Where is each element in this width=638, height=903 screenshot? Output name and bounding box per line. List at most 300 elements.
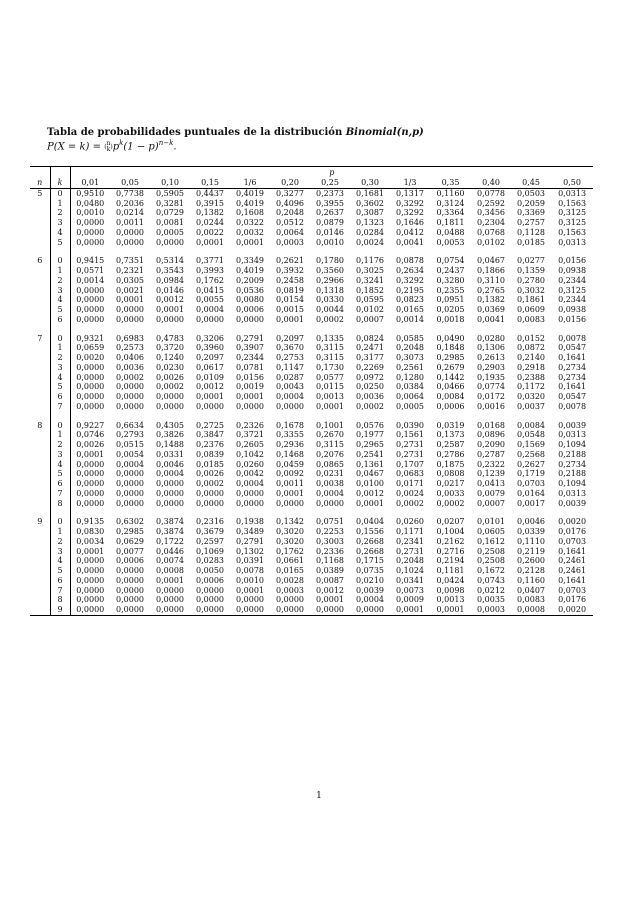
prob-cell: 0,0109 <box>196 372 224 382</box>
prob-cell: 0,2936 <box>276 440 304 449</box>
prob-cell: 0,0000 <box>276 401 304 411</box>
prob-cell: 0,0322 <box>236 218 264 227</box>
n-cell <box>30 469 50 479</box>
n-cell <box>30 276 50 286</box>
k-cell: 6 <box>50 576 70 586</box>
prob-cell: 0,0156 <box>558 314 587 324</box>
prob-cell: 0,0001 <box>316 401 344 411</box>
formula-exp-k: k <box>119 139 124 148</box>
prob-cell: 0,1335 <box>316 333 344 343</box>
k-cell: 1 <box>50 527 70 537</box>
prob-cell: 0,3115 <box>316 440 344 449</box>
prob-cell: 0,0000 <box>76 314 105 324</box>
prob-cell: 0,0305 <box>116 275 144 285</box>
group-spacer <box>30 412 593 421</box>
prob-cell: 0,1001 <box>316 420 344 430</box>
prob-cell: 0,3025 <box>356 266 384 275</box>
prob-cell: 0,3124 <box>436 198 465 208</box>
prob-cell: 0,1280 <box>396 372 424 382</box>
prob-cell: 0,2253 <box>316 527 344 536</box>
prob-cell: 0,2985 <box>436 353 465 362</box>
table-row <box>30 402 593 412</box>
prob-cell: 0,3932 <box>276 266 304 275</box>
prob-cell: 0,0006 <box>116 556 144 566</box>
prob-cell: 0,0006 <box>196 575 224 585</box>
prob-cell: 0,0000 <box>76 585 105 595</box>
p-header-cell: 0,01 <box>70 178 110 188</box>
prob-cell: 0,0002 <box>436 498 465 508</box>
prob-cell: 0,0003 <box>276 585 304 595</box>
table-row <box>30 547 593 557</box>
prob-cell: 0,0490 <box>436 333 465 343</box>
prob-cell: 0,2048 <box>396 556 424 566</box>
prob-cell: 0,0391 <box>236 556 264 566</box>
prob-cell: 0,0007 <box>356 314 384 324</box>
prob-cell: 0,3369 <box>517 208 545 218</box>
prob-cell: 0,0000 <box>116 237 144 247</box>
prob-cell: 0,0703 <box>558 585 587 595</box>
prob-cell: 0,3206 <box>196 333 224 343</box>
prob-cell: 0,0250 <box>356 382 384 392</box>
prob-cell: 0,3277 <box>276 188 304 198</box>
prob-cell: 0,1468 <box>276 449 304 459</box>
prob-cell: 0,0205 <box>436 305 465 314</box>
prob-cell: 0,0000 <box>316 498 344 508</box>
prob-cell: 0,0001 <box>430 605 471 615</box>
prob-cell: 0,3281 <box>156 198 184 208</box>
prob-cell: 0,0102 <box>477 237 505 247</box>
prob-cell: 0,2162 <box>436 536 465 546</box>
table-row <box>30 208 593 218</box>
binomial-table <box>30 166 593 616</box>
prob-cell: 0,1938 <box>236 517 264 527</box>
prob-cell: 0,0230 <box>156 362 184 372</box>
prob-cell: 0,0212 <box>477 585 505 595</box>
prob-cell: 0,4019 <box>236 266 264 275</box>
prob-cell: 0,1612 <box>477 536 505 546</box>
prob-cell: 0,0277 <box>517 256 545 266</box>
prob-cell: 0,0004 <box>316 488 344 498</box>
prob-cell: 0,0034 <box>76 536 105 546</box>
table-row <box>30 188 593 198</box>
prob-cell: 0,0313 <box>558 430 587 440</box>
p-header-cell: 0,35 <box>430 178 471 188</box>
prob-cell: 0,0515 <box>116 440 144 449</box>
prob-cell: 0,2985 <box>116 527 144 536</box>
prob-cell: 0,3280 <box>436 275 465 285</box>
prob-cell: 0,0000 <box>110 605 150 615</box>
prob-cell: 0,0231 <box>316 469 344 479</box>
k-cell: 5 <box>50 305 70 315</box>
prob-cell: 0,0605 <box>477 527 505 536</box>
prob-cell: 0,0754 <box>436 256 465 266</box>
prob-cell: 0,1171 <box>396 527 424 536</box>
page-number: 1 <box>316 791 322 801</box>
prob-cell: 0,0000 <box>150 605 190 615</box>
prob-cell: 0,0020 <box>76 353 105 362</box>
binom-top: n <box>106 140 111 147</box>
prob-cell: 0,2568 <box>517 449 545 459</box>
prob-cell: 0,1861 <box>517 295 545 305</box>
prob-cell: 0,0003 <box>276 237 304 247</box>
prob-cell: 0,0000 <box>196 498 224 508</box>
prob-cell: 0,0729 <box>156 208 184 218</box>
prob-cell: 0,2791 <box>236 333 264 343</box>
prob-cell: 0,2304 <box>477 218 505 227</box>
prob-cell: 0,1488 <box>156 440 184 449</box>
prob-cell: 0,0039 <box>356 585 384 595</box>
prob-cell: 0,0165 <box>276 566 304 575</box>
formula-exp-nk: n−k <box>158 139 174 148</box>
prob-cell: 0,2613 <box>477 353 505 362</box>
prob-cell: 0,2336 <box>316 546 344 556</box>
k-cell: 2 <box>50 537 70 547</box>
table-row <box>30 556 593 566</box>
prob-cell: 0,0000 <box>156 595 184 605</box>
prob-cell: 0,1094 <box>558 479 587 488</box>
n-cell: 9 <box>30 517 50 527</box>
k-cell: 1 <box>50 343 70 353</box>
prob-cell: 0,0000 <box>236 314 264 324</box>
prob-cell: 0,0217 <box>436 479 465 488</box>
k-cell: 4 <box>50 228 70 238</box>
prob-cell: 0,1811 <box>436 218 465 227</box>
prob-cell: 0,0000 <box>310 605 350 615</box>
prob-cell: 0,0037 <box>517 401 545 411</box>
prob-cell: 0,3679 <box>196 527 224 536</box>
prob-cell: 0,0467 <box>356 469 384 479</box>
k-cell: 0 <box>50 517 70 527</box>
prob-cell: 0,2508 <box>477 556 505 566</box>
prob-cell: 0,0808 <box>436 469 465 479</box>
prob-cell: 0,0000 <box>270 605 310 615</box>
prob-cell: 0,1024 <box>396 566 424 575</box>
prob-cell: 0,1563 <box>558 198 587 208</box>
k-cell: 7 <box>50 489 70 499</box>
prob-cell: 0,0020 <box>558 517 587 527</box>
p-header-cell: 0,45 <box>511 178 551 188</box>
prob-cell: 0,1762 <box>196 275 224 285</box>
prob-cell: 0,3125 <box>558 285 587 295</box>
prob-cell: 0,0743 <box>477 575 505 585</box>
prob-cell: 0,0038 <box>316 479 344 488</box>
prob-cell: 0,1556 <box>356 527 384 536</box>
prob-cell: 0,2679 <box>436 362 465 372</box>
prob-cell: 0,0404 <box>356 517 384 527</box>
prob-cell: 0,0165 <box>396 305 424 314</box>
prob-cell: 0,0081 <box>156 218 184 227</box>
prob-cell: 0,1160 <box>517 575 545 585</box>
prob-cell: 0,0000 <box>236 488 264 498</box>
prob-cell: 0,0002 <box>196 479 224 488</box>
prob-cell: 0,0083 <box>517 314 545 324</box>
prob-cell: 0,3020 <box>276 536 304 546</box>
prob-cell: 0,0000 <box>116 314 144 324</box>
k-cell: 5 <box>50 382 70 392</box>
prob-cell: 0,0000 <box>156 401 184 411</box>
prob-cell: 0,0000 <box>236 595 264 605</box>
prob-cell: 0,1780 <box>316 256 344 266</box>
prob-cell: 0,0330 <box>316 295 344 305</box>
prob-cell: 0,0026 <box>156 372 184 382</box>
prob-cell: 0,2076 <box>316 449 344 459</box>
prob-cell: 0,0001 <box>316 595 344 605</box>
prob-cell: 0,0041 <box>396 237 424 247</box>
prob-cell: 0,0768 <box>477 227 505 237</box>
prob-cell: 0,0012 <box>316 585 344 595</box>
prob-cell: 0,0002 <box>396 498 424 508</box>
k-cell: 3 <box>50 547 70 557</box>
prob-cell: 0,0735 <box>356 566 384 575</box>
prob-cell: 0,2344 <box>558 295 587 305</box>
group-spacer <box>30 508 593 517</box>
prob-cell: 0,0412 <box>396 227 424 237</box>
prob-cell: 0,3292 <box>396 198 424 208</box>
prob-cell: 0,0512 <box>276 218 304 227</box>
prob-cell: 0,0000 <box>196 595 224 605</box>
prob-cell: 0,3826 <box>156 430 184 440</box>
prob-cell: 0,0287 <box>276 372 304 382</box>
prob-cell: 0,0000 <box>156 314 184 324</box>
prob-cell: 0,0000 <box>70 605 110 615</box>
prob-cell: 0,0021 <box>116 285 144 295</box>
k-cell: 3 <box>50 218 70 228</box>
n-cell <box>30 199 50 209</box>
prob-cell: 0,0459 <box>276 459 304 469</box>
prob-cell: 0,1569 <box>517 440 545 449</box>
prob-cell: 0,0084 <box>436 392 465 401</box>
k-cell: 0 <box>50 256 70 266</box>
prob-cell: 0,0012 <box>156 295 184 305</box>
prob-cell: 0,2734 <box>558 372 587 382</box>
table-row <box>30 276 593 286</box>
prob-cell: 0,0098 <box>436 585 465 595</box>
k-cell: 5 <box>50 238 70 248</box>
k-cell: 4 <box>50 373 70 383</box>
prob-cell: 0,0000 <box>76 218 105 227</box>
prob-cell: 0,0781 <box>236 362 264 372</box>
table-row <box>30 353 593 363</box>
prob-cell: 0,1719 <box>517 469 545 479</box>
prob-cell: 0,1852 <box>356 285 384 295</box>
prob-cell: 0,0703 <box>558 536 587 546</box>
n-cell <box>30 305 50 315</box>
prob-cell: 0,0000 <box>116 498 144 508</box>
prob-cell: 0,0585 <box>396 333 424 343</box>
prob-cell: 0,0774 <box>477 382 505 392</box>
k-cell: 1 <box>50 199 70 209</box>
prob-cell: 0,1646 <box>396 218 424 227</box>
prob-cell: 0,1722 <box>156 536 184 546</box>
prob-cell: 0,2344 <box>236 353 264 362</box>
prob-cell: 0,2780 <box>517 275 545 285</box>
k-cell: 9 <box>50 605 70 615</box>
prob-cell: 0,0000 <box>76 305 105 314</box>
prob-cell: 0,0503 <box>517 188 545 198</box>
prob-cell: 0,3177 <box>356 353 384 362</box>
prob-cell: 0,0984 <box>156 275 184 285</box>
prob-cell: 0,2090 <box>477 440 505 449</box>
table-row <box>30 605 593 615</box>
prob-cell: 0,1875 <box>436 459 465 469</box>
prob-cell: 0,0571 <box>76 266 105 275</box>
k-cell: 1 <box>50 266 70 276</box>
prob-cell: 0,2600 <box>517 556 545 566</box>
prob-cell: 0,3003 <box>316 536 344 546</box>
prob-cell: 0,0054 <box>116 449 144 459</box>
prob-cell: 0,0087 <box>316 575 344 585</box>
prob-cell: 0,0001 <box>76 546 105 556</box>
n-cell <box>30 499 50 509</box>
table-row <box>30 363 593 373</box>
n-cell <box>30 479 50 489</box>
k-cell: 7 <box>50 402 70 412</box>
prob-cell: 0,0028 <box>276 575 304 585</box>
prob-cell: 0,1382 <box>196 208 224 218</box>
prob-cell: 0,0480 <box>76 198 105 208</box>
prob-cell: 0,0001 <box>156 575 184 585</box>
prob-cell: 0,3115 <box>316 353 344 362</box>
p-header-cell: 0,40 <box>471 178 511 188</box>
prob-cell: 0,1317 <box>396 188 424 198</box>
k-cell: 2 <box>50 440 70 450</box>
prob-cell: 0,1160 <box>436 188 465 198</box>
prob-cell: 0,0000 <box>116 566 144 575</box>
prob-cell: 0,0000 <box>230 605 270 615</box>
k-cell: 6 <box>50 392 70 402</box>
prob-cell: 0,0001 <box>116 295 144 305</box>
prob-cell: 0,0000 <box>196 401 224 411</box>
prob-cell: 0,3907 <box>236 343 264 353</box>
prob-cell: 0,0000 <box>116 305 144 314</box>
prob-cell: 0,2461 <box>558 566 587 575</box>
prob-cell: 0,2573 <box>116 343 144 353</box>
k-cell: 8 <box>50 499 70 509</box>
prob-cell: 0,0390 <box>396 420 424 430</box>
prob-cell: 0,3670 <box>276 343 304 353</box>
k-cell: 0 <box>50 421 70 431</box>
header-row <box>30 178 593 188</box>
prob-cell: 0,1004 <box>436 527 465 536</box>
p-header-cell: 0,15 <box>190 178 230 188</box>
prob-cell: 0,0064 <box>396 392 424 401</box>
prob-cell: 0,3721 <box>236 430 264 440</box>
n-cell <box>30 440 50 450</box>
prob-cell: 0,0001 <box>236 237 264 247</box>
prob-cell: 0,0007 <box>477 498 505 508</box>
prob-cell: 0,2903 <box>477 362 505 372</box>
p-header-cell: 0,50 <box>551 178 593 188</box>
n-cell: 6 <box>30 256 50 266</box>
prob-cell: 0,0000 <box>236 498 264 508</box>
prob-cell: 0,0176 <box>558 595 587 605</box>
prob-cell: 0,0017 <box>517 498 545 508</box>
prob-cell: 0,2587 <box>436 440 465 449</box>
prob-cell: 0,0000 <box>156 585 184 595</box>
prob-cell: 0,0000 <box>276 595 304 605</box>
prob-cell: 0,0077 <box>116 546 144 556</box>
prob-cell: 0,0004 <box>236 479 264 488</box>
prob-cell: 0,2195 <box>396 285 424 295</box>
prob-cell: 0,0320 <box>517 392 545 401</box>
prob-cell: 0,0000 <box>116 479 144 488</box>
n-cell <box>30 363 50 373</box>
table-row <box>30 256 593 266</box>
prob-cell: 0,0102 <box>356 305 384 314</box>
prob-cell: 0,0424 <box>436 575 465 585</box>
table-row <box>30 537 593 547</box>
n-cell <box>30 576 50 586</box>
n-cell <box>30 527 50 537</box>
prob-cell: 0,3032 <box>517 285 545 295</box>
prob-cell: 0,0000 <box>76 498 105 508</box>
prob-cell: 0,0824 <box>356 333 384 343</box>
prob-cell: 0,3073 <box>396 353 424 362</box>
prob-cell: 0,2009 <box>236 275 264 285</box>
prob-cell: 0,2765 <box>477 285 505 295</box>
prob-cell: 0,9227 <box>76 420 105 430</box>
prob-cell: 0,1239 <box>477 469 505 479</box>
title-distribution: Binomial(n,p) <box>345 127 424 138</box>
prob-cell: 0,2605 <box>236 440 264 449</box>
p-header-cell: 0,30 <box>350 178 390 188</box>
prob-cell: 0,0389 <box>316 566 344 575</box>
prob-cell: 0,0260 <box>396 517 424 527</box>
prob-cell: 0,0000 <box>156 392 184 401</box>
n-cell <box>30 373 50 383</box>
prob-cell: 0,1240 <box>156 353 184 362</box>
prob-cell: 0,0536 <box>236 285 264 295</box>
prob-cell: 0,0207 <box>436 517 465 527</box>
p-header-cell: 1/6 <box>230 178 270 188</box>
prob-cell: 0,0341 <box>396 575 424 585</box>
prob-cell: 0,0073 <box>396 585 424 595</box>
table-row <box>30 499 593 509</box>
k-cell: 3 <box>50 450 70 460</box>
table-row <box>30 595 593 605</box>
prob-cell: 0,3125 <box>558 208 587 218</box>
prob-cell: 0,3602 <box>356 198 384 208</box>
prob-cell: 0,0415 <box>196 285 224 295</box>
table-row <box>30 517 593 527</box>
n-cell <box>30 450 50 460</box>
prob-cell: 0,0369 <box>477 305 505 314</box>
prob-cell: 0,0001 <box>156 305 184 314</box>
prob-cell: 0,0064 <box>276 227 304 237</box>
prob-cell: 0,0001 <box>276 314 304 324</box>
prob-cell: 0,0004 <box>116 459 144 469</box>
prob-cell: 0,0001 <box>76 449 105 459</box>
k-cell: 5 <box>50 469 70 479</box>
prob-cell: 0,0019 <box>236 382 264 392</box>
prob-cell: 0,0014 <box>396 314 424 324</box>
n-cell <box>30 605 50 615</box>
prob-cell: 0,0000 <box>76 401 105 411</box>
prob-cell: 0,2048 <box>276 208 304 218</box>
prob-cell: 0,0115 <box>316 382 344 392</box>
prob-cell: 0,2321 <box>116 266 144 275</box>
prob-cell: 0,0012 <box>196 382 224 392</box>
prob-cell: 0,1172 <box>517 382 545 392</box>
prob-cell: 0,2508 <box>477 546 505 556</box>
table-row <box>30 430 593 440</box>
prob-cell: 0,0002 <box>356 401 384 411</box>
prob-cell: 0,0016 <box>477 401 505 411</box>
k-cell: 2 <box>50 208 70 218</box>
prob-cell: 0,1608 <box>236 208 264 218</box>
prob-cell: 0,0172 <box>477 392 505 401</box>
table-row <box>30 460 593 470</box>
